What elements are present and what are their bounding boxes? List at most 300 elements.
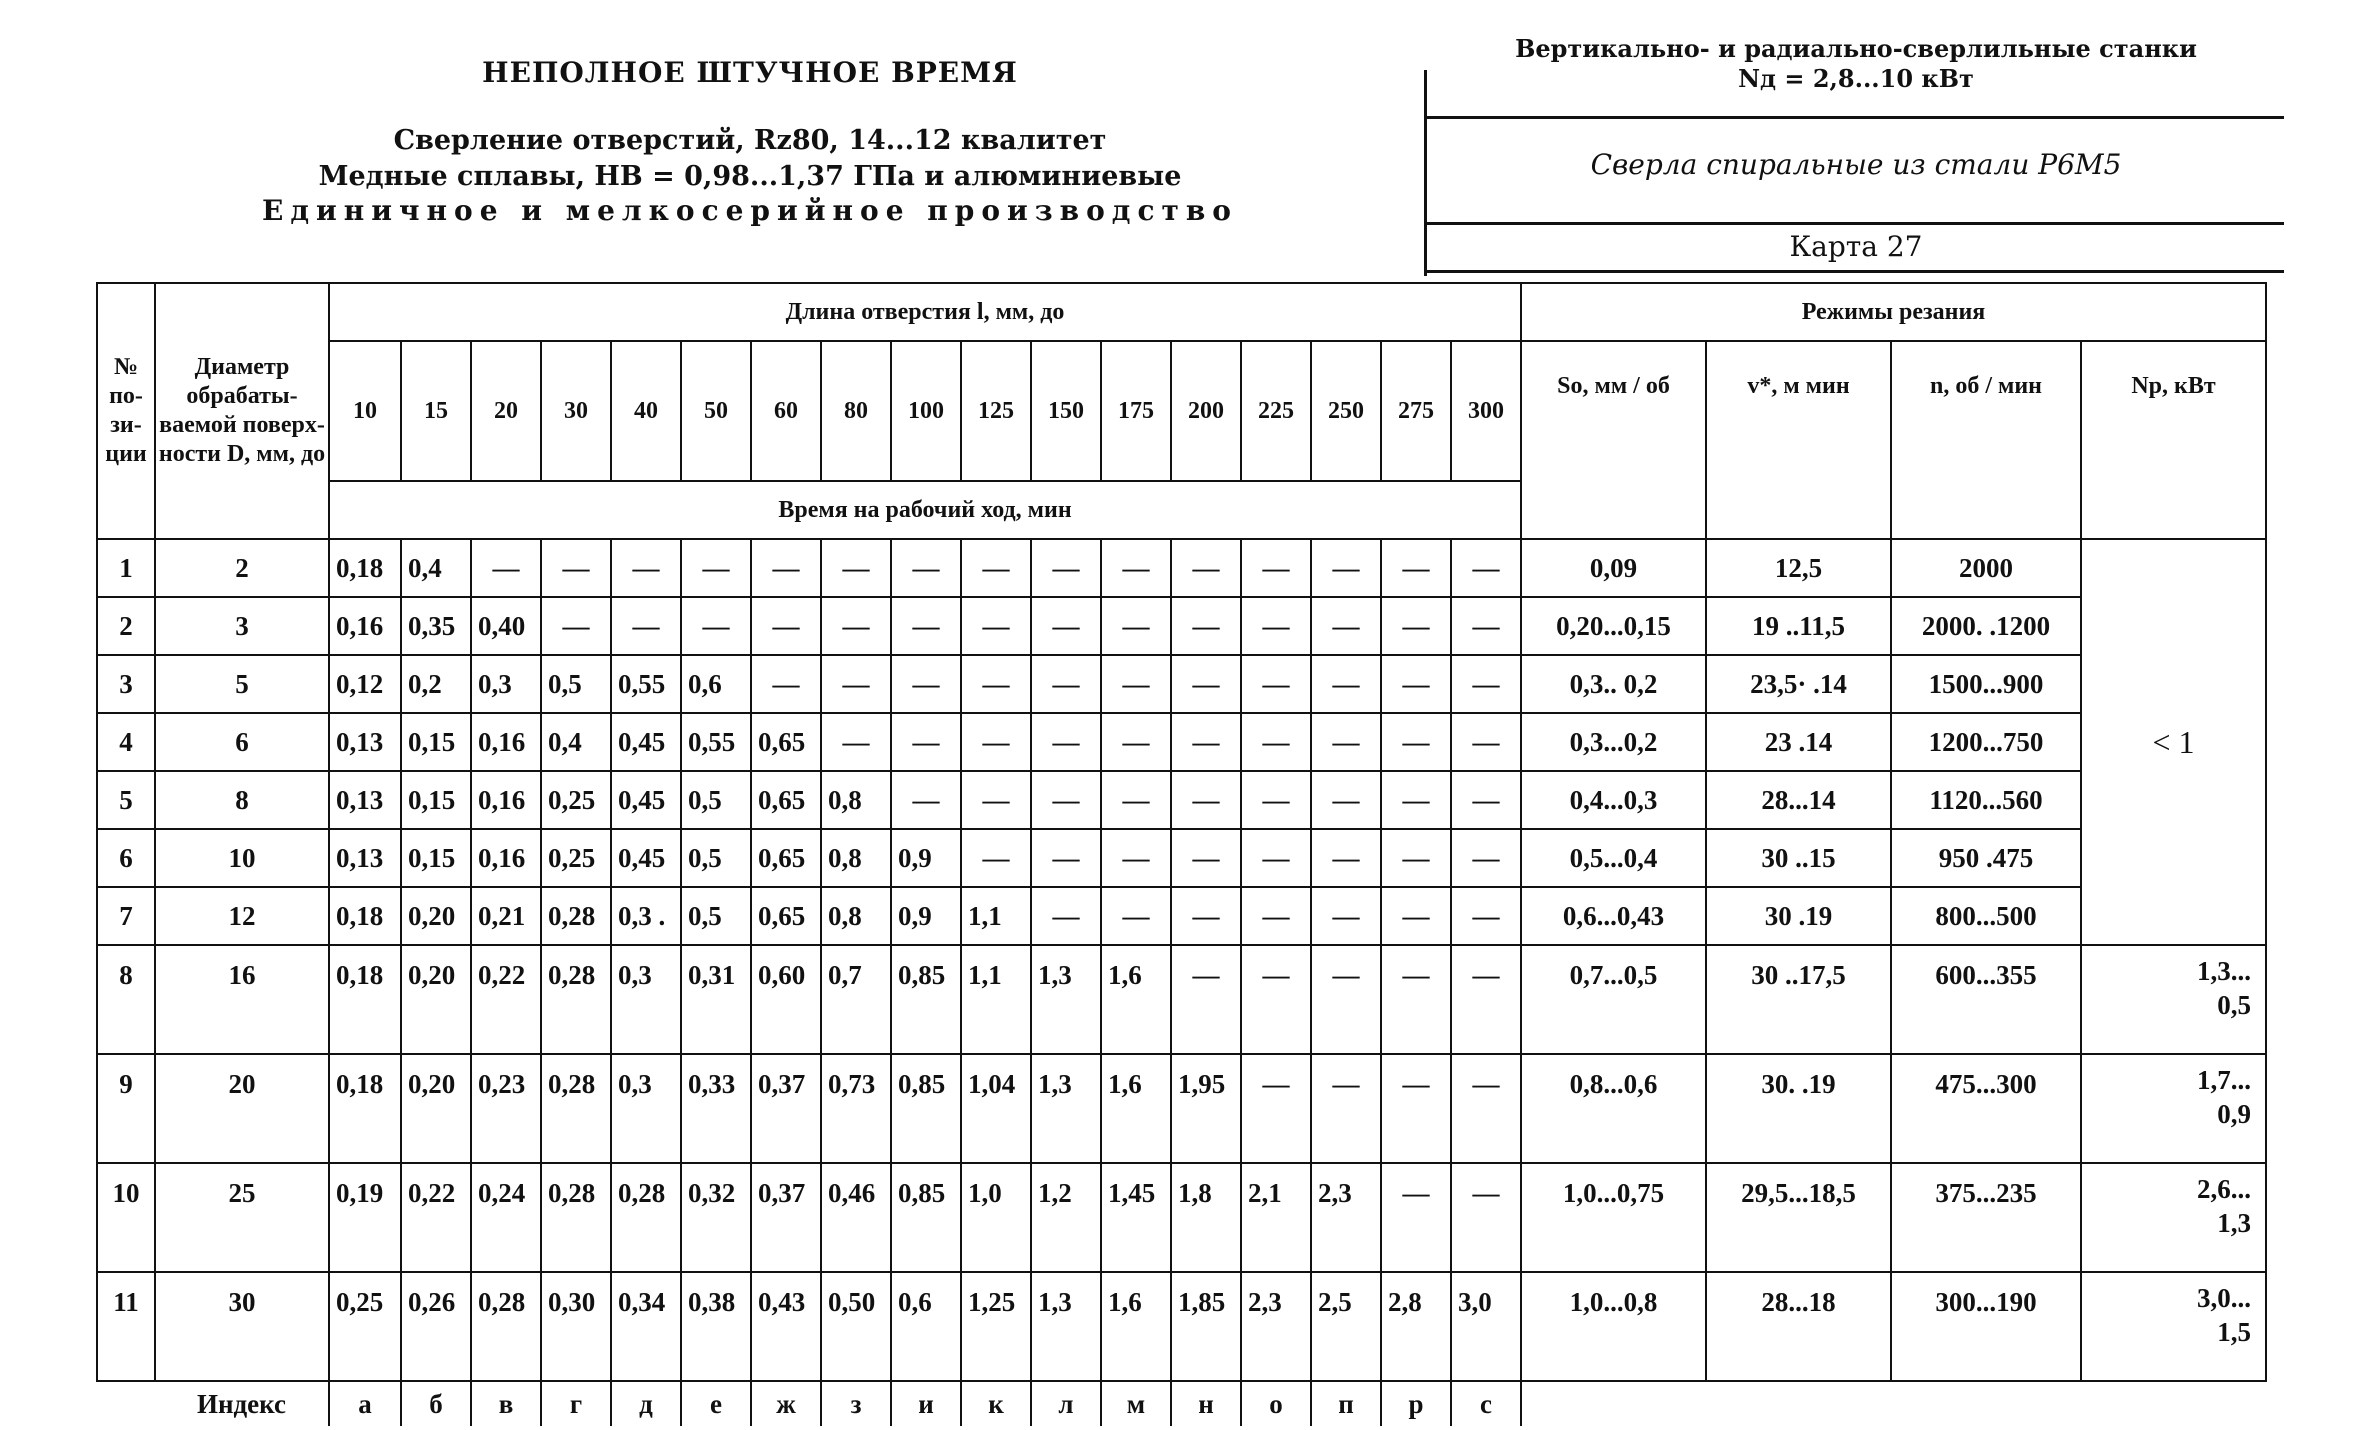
time-cell: 0,23 xyxy=(471,1054,541,1163)
time-cell: 0,28 xyxy=(471,1272,541,1381)
index-spacer xyxy=(97,1381,155,1426)
feed-cell: 0,6...0,43 xyxy=(1521,887,1706,945)
rpm-cell: 2000. .1200 xyxy=(1891,597,2081,655)
time-cell: — xyxy=(471,539,541,597)
time-cell: 0,55 xyxy=(681,713,751,771)
time-cell: 2,5 xyxy=(1311,1272,1381,1381)
subtitle-production: Единичное и мелкосерийное производство xyxy=(262,194,1238,227)
time-cell: 0,13 xyxy=(329,713,401,771)
position-cell: 9 xyxy=(97,1054,155,1163)
time-cell: — xyxy=(1171,887,1241,945)
time-cell: — xyxy=(1451,945,1521,1054)
time-cell: 0,19 xyxy=(329,1163,401,1272)
time-cell: 0,15 xyxy=(401,713,471,771)
time-cell: 0,7 xyxy=(821,945,891,1054)
time-cell: 0,18 xyxy=(329,945,401,1054)
time-cell: — xyxy=(961,539,1031,597)
time-cell: 0,24 xyxy=(471,1163,541,1272)
time-cell: 0,6 xyxy=(891,1272,961,1381)
time-cell: 0,45 xyxy=(611,713,681,771)
time-cell: — xyxy=(891,771,961,829)
length-col-header: 80 xyxy=(821,341,891,481)
time-cell: 0,18 xyxy=(329,1054,401,1163)
time-cell: — xyxy=(1101,539,1171,597)
position-cell: 3 xyxy=(97,655,155,713)
time-cell: 0,34 xyxy=(611,1272,681,1381)
time-cell: — xyxy=(891,539,961,597)
time-cell: 0,8 xyxy=(821,887,891,945)
diameter-cell: 8 xyxy=(155,771,329,829)
time-cell: 0,45 xyxy=(611,829,681,887)
index-letter: г xyxy=(541,1381,611,1426)
time-cell: — xyxy=(961,597,1031,655)
time-cell: — xyxy=(1031,887,1101,945)
time-cell: 0,25 xyxy=(329,1272,401,1381)
index-letter: и xyxy=(891,1381,961,1426)
time-cell: 0,31 xyxy=(681,945,751,1054)
diameter-cell: 25 xyxy=(155,1163,329,1272)
feed-cell: 0,09 xyxy=(1521,539,1706,597)
speed-cell: 30 ..15 xyxy=(1706,829,1891,887)
length-col-header: 40 xyxy=(611,341,681,481)
diameter-cell: 12 xyxy=(155,887,329,945)
rpm-cell: 950 .475 xyxy=(1891,829,2081,887)
time-cell: — xyxy=(1451,713,1521,771)
time-cell: 0,5 xyxy=(681,887,751,945)
time-cell: — xyxy=(821,713,891,771)
time-cell: — xyxy=(1311,713,1381,771)
rpm-cell: 1200...750 xyxy=(1891,713,2081,771)
time-cell: 0,5 xyxy=(681,771,751,829)
time-cell: — xyxy=(541,539,611,597)
time-cell: 0,9 xyxy=(891,887,961,945)
time-cell: 1,85 xyxy=(1171,1272,1241,1381)
time-cell: — xyxy=(891,713,961,771)
time-cell: — xyxy=(1031,771,1101,829)
position-cell: 8 xyxy=(97,945,155,1054)
speed-cell: 23 .14 xyxy=(1706,713,1891,771)
time-cell: 0,8 xyxy=(821,829,891,887)
feed-cell: 1,0...0,75 xyxy=(1521,1163,1706,1272)
rpm-cell: 475...300 xyxy=(1891,1054,2081,1163)
time-cell: 0,3 . xyxy=(611,887,681,945)
time-cell: — xyxy=(821,655,891,713)
time-cell: — xyxy=(1381,887,1451,945)
time-cell: 1,3 xyxy=(1031,945,1101,1054)
machine-power: Nд = 2,8...10 кВт xyxy=(1738,64,1974,93)
time-cell: — xyxy=(1101,887,1171,945)
machining-time-table xyxy=(96,282,2267,1426)
time-cell: 0,2 xyxy=(401,655,471,713)
time-cell: — xyxy=(1381,539,1451,597)
mode-np-header: Nр, кВт xyxy=(2081,341,2266,539)
length-col-header: 10 xyxy=(329,341,401,481)
time-cell: 0,37 xyxy=(751,1054,821,1163)
index-label: Индекс xyxy=(155,1381,329,1426)
time-cell: 0,46 xyxy=(821,1163,891,1272)
length-col-header: 300 xyxy=(1451,341,1521,481)
time-cell: 2,8 xyxy=(1381,1272,1451,1381)
machine-line-1: Вертикально- и радиально-сверлильные станки xyxy=(1515,34,2197,63)
time-cell: 0,28 xyxy=(611,1163,681,1272)
time-cell: 1,25 xyxy=(961,1272,1031,1381)
time-cell: — xyxy=(751,655,821,713)
index-letter: б xyxy=(401,1381,471,1426)
table-row xyxy=(97,597,2266,655)
time-cell: 0,32 xyxy=(681,1163,751,1272)
time-cell: 0,25 xyxy=(541,829,611,887)
time-cell: 0,5 xyxy=(541,655,611,713)
time-cell: — xyxy=(1241,539,1311,597)
time-cell: — xyxy=(681,597,751,655)
time-cell: 1,3 xyxy=(1031,1272,1101,1381)
time-cell: 0,85 xyxy=(891,1163,961,1272)
time-cell: 3,0 xyxy=(1451,1272,1521,1381)
table-row xyxy=(97,829,2266,887)
position-cell: 7 xyxy=(97,887,155,945)
time-cell: 0,28 xyxy=(541,1163,611,1272)
time-cell: 2,1 xyxy=(1241,1163,1311,1272)
time-cell: 0,85 xyxy=(891,945,961,1054)
time-cell: 0,18 xyxy=(329,539,401,597)
time-cell: 0,4 xyxy=(401,539,471,597)
time-cell: — xyxy=(1451,1054,1521,1163)
time-cell: 0,38 xyxy=(681,1272,751,1381)
position-cell: 11 xyxy=(97,1272,155,1381)
speed-cell: 30 ..17,5 xyxy=(1706,945,1891,1054)
time-cell: — xyxy=(1241,829,1311,887)
index-letter: а xyxy=(329,1381,401,1426)
time-cell: — xyxy=(1451,771,1521,829)
feed-cell: 0,20...0,15 xyxy=(1521,597,1706,655)
index-letter: р xyxy=(1381,1381,1451,1426)
feed-cell: 1,0...0,8 xyxy=(1521,1272,1706,1381)
time-cell: 0,21 xyxy=(471,887,541,945)
position-cell: 10 xyxy=(97,1163,155,1272)
position-cell: 1 xyxy=(97,539,155,597)
time-cell: — xyxy=(1101,655,1171,713)
feed-cell: 0,3...0,2 xyxy=(1521,713,1706,771)
diameter-cell: 6 xyxy=(155,713,329,771)
main-title: НЕПОЛНОЕ ШТУЧНОЕ ВРЕМЯ xyxy=(482,56,1018,89)
time-cell: — xyxy=(1171,771,1241,829)
time-cell: — xyxy=(1381,713,1451,771)
time-cell: 1,1 xyxy=(961,945,1031,1054)
time-cell: — xyxy=(1451,887,1521,945)
time-cell: 0,13 xyxy=(329,829,401,887)
time-cell: — xyxy=(821,597,891,655)
table-row xyxy=(97,539,2266,597)
time-cell: 0,16 xyxy=(471,771,541,829)
time-cell: — xyxy=(1311,829,1381,887)
position-cell: 2 xyxy=(97,597,155,655)
time-cell: — xyxy=(1241,887,1311,945)
index-letter: в xyxy=(471,1381,541,1426)
time-cell: 0,12 xyxy=(329,655,401,713)
time-cell: — xyxy=(961,829,1031,887)
time-cell: — xyxy=(1171,829,1241,887)
index-letter: о xyxy=(1241,1381,1311,1426)
time-cell: 1,0 xyxy=(961,1163,1031,1272)
power-cell: 1,7... 0,9 xyxy=(2081,1054,2266,1163)
time-cell: 0,33 xyxy=(681,1054,751,1163)
time-cell: — xyxy=(1241,1054,1311,1163)
time-cell: — xyxy=(1031,829,1101,887)
diameter-cell: 3 xyxy=(155,597,329,655)
time-cell: 0,16 xyxy=(471,829,541,887)
time-cell: — xyxy=(751,597,821,655)
time-cell: 0,22 xyxy=(471,945,541,1054)
time-cell: — xyxy=(1381,597,1451,655)
speed-cell: 28...18 xyxy=(1706,1272,1891,1381)
time-cell: 0,6 xyxy=(681,655,751,713)
table-row xyxy=(97,887,2266,945)
time-cell: 0,15 xyxy=(401,771,471,829)
rpm-cell: 300...190 xyxy=(1891,1272,2081,1381)
time-cell: 0,8 xyxy=(821,771,891,829)
time-cell: 1,95 xyxy=(1171,1054,1241,1163)
rpm-cell: 1500...900 xyxy=(1891,655,2081,713)
time-cell: — xyxy=(1451,539,1521,597)
speed-cell: 19 ..11,5 xyxy=(1706,597,1891,655)
subtitle-material: Медные сплавы, НВ = 0,98...1,37 ГПа и алюминиевые xyxy=(318,161,1182,192)
time-cell: — xyxy=(1241,771,1311,829)
time-cell: — xyxy=(1381,771,1451,829)
time-cell: 1,3 xyxy=(1031,1054,1101,1163)
time-cell: 0,45 xyxy=(611,771,681,829)
time-header: Время на рабочий ход, мин xyxy=(329,481,1521,539)
length-col-header: 200 xyxy=(1171,341,1241,481)
time-cell: — xyxy=(1381,829,1451,887)
time-cell: — xyxy=(1101,713,1171,771)
time-cell: — xyxy=(1311,945,1381,1054)
diameter-header: Диаметр обрабаты-ваемой поверх-ности D, мм, до xyxy=(155,283,329,539)
length-col-header: 15 xyxy=(401,341,471,481)
diameter-cell: 30 xyxy=(155,1272,329,1381)
table-row xyxy=(97,945,2266,1054)
header-rule-3 xyxy=(1426,270,2284,273)
time-cell: — xyxy=(1381,945,1451,1054)
feed-cell: 0,4...0,3 xyxy=(1521,771,1706,829)
time-cell: — xyxy=(891,655,961,713)
rpm-cell: 2000 xyxy=(1891,539,2081,597)
speed-cell: 30 .19 xyxy=(1706,887,1891,945)
length-col-header: 100 xyxy=(891,341,961,481)
speed-cell: 12,5 xyxy=(1706,539,1891,597)
speed-cell: 23,5· .14 xyxy=(1706,655,1891,713)
time-cell: — xyxy=(751,539,821,597)
time-cell: — xyxy=(1311,655,1381,713)
time-cell: 0,28 xyxy=(541,887,611,945)
rpm-cell: 600...355 xyxy=(1891,945,2081,1054)
mode-v-header: v*, м мин xyxy=(1706,341,1891,539)
table-row xyxy=(97,1163,2266,1272)
time-cell: 0,35 xyxy=(401,597,471,655)
modes-header: Режимы резания xyxy=(1521,283,2266,341)
rpm-cell: 800...500 xyxy=(1891,887,2081,945)
time-cell: 0,28 xyxy=(541,1054,611,1163)
feed-cell: 0,7...0,5 xyxy=(1521,945,1706,1054)
diameter-cell: 5 xyxy=(155,655,329,713)
time-cell: 0,16 xyxy=(329,597,401,655)
length-header: Длина отверстия l, мм, до xyxy=(329,283,1521,341)
rpm-cell: 375...235 xyxy=(1891,1163,2081,1272)
speed-cell: 30. .19 xyxy=(1706,1054,1891,1163)
feed-cell: 0,5...0,4 xyxy=(1521,829,1706,887)
mode-n-header: n, об / мин xyxy=(1891,341,2081,539)
power-cell: 1,3... 0,5 xyxy=(2081,945,2266,1054)
time-cell: 0,50 xyxy=(821,1272,891,1381)
time-cell: — xyxy=(961,713,1031,771)
speed-cell: 28...14 xyxy=(1706,771,1891,829)
time-cell: — xyxy=(1451,597,1521,655)
length-col-header: 150 xyxy=(1031,341,1101,481)
length-col-header: 30 xyxy=(541,341,611,481)
time-cell: 0,20 xyxy=(401,945,471,1054)
feed-cell: 0,8...0,6 xyxy=(1521,1054,1706,1163)
table-row xyxy=(97,1054,2266,1163)
time-cell: 0,43 xyxy=(751,1272,821,1381)
table-row xyxy=(97,1272,2266,1381)
time-cell: 0,22 xyxy=(401,1163,471,1272)
length-col-header: 50 xyxy=(681,341,751,481)
time-cell: — xyxy=(961,655,1031,713)
time-cell: 0,16 xyxy=(471,713,541,771)
card-number: Карта 27 xyxy=(1789,230,1923,263)
diameter-cell: 10 xyxy=(155,829,329,887)
time-cell: — xyxy=(1381,1163,1451,1272)
time-cell: — xyxy=(1451,655,1521,713)
index-letter: м xyxy=(1101,1381,1171,1426)
diameter-cell: 2 xyxy=(155,539,329,597)
time-cell: 1,2 xyxy=(1031,1163,1101,1272)
time-cell: 0,5 xyxy=(681,829,751,887)
time-cell: — xyxy=(1241,597,1311,655)
time-cell: 0,20 xyxy=(401,887,471,945)
length-col-header: 250 xyxy=(1311,341,1381,481)
time-cell: 0,28 xyxy=(541,945,611,1054)
time-cell: 1,6 xyxy=(1101,1272,1171,1381)
time-cell: — xyxy=(611,597,681,655)
time-cell: — xyxy=(611,539,681,597)
lengths-row xyxy=(97,341,2266,481)
time-cell: — xyxy=(1241,945,1311,1054)
index-spacer xyxy=(2081,1381,2266,1426)
subtitle-operation: Сверление отверстий, Rz80, 14...12 квалитет xyxy=(393,125,1107,156)
time-cell: — xyxy=(1311,597,1381,655)
index-spacer xyxy=(1521,1381,1706,1426)
time-cell: — xyxy=(1101,597,1171,655)
time-cell: 0,65 xyxy=(751,887,821,945)
time-cell: — xyxy=(681,539,751,597)
time-cell: 0,9 xyxy=(891,829,961,887)
index-row xyxy=(97,1381,2266,1426)
time-cell: — xyxy=(1031,713,1101,771)
time-cell: — xyxy=(891,597,961,655)
power-merged-cell: < 1 xyxy=(2081,539,2266,945)
power-cell: 2,6... 1,3 xyxy=(2081,1163,2266,1272)
time-cell: — xyxy=(1101,829,1171,887)
time-cell: 1,6 xyxy=(1101,1054,1171,1163)
position-cell: 6 xyxy=(97,829,155,887)
time-cell: 0,20 xyxy=(401,1054,471,1163)
time-cell: — xyxy=(1101,771,1171,829)
index-letter: к xyxy=(961,1381,1031,1426)
time-cell: 0,65 xyxy=(751,771,821,829)
time-cell: 0,3 xyxy=(611,945,681,1054)
position-cell: 4 xyxy=(97,713,155,771)
time-cell: 0,73 xyxy=(821,1054,891,1163)
time-cell: 2,3 xyxy=(1241,1272,1311,1381)
length-col-header: 225 xyxy=(1241,341,1311,481)
time-cell: — xyxy=(1311,1054,1381,1163)
speed-cell: 29,5...18,5 xyxy=(1706,1163,1891,1272)
index-letter: ж xyxy=(751,1381,821,1426)
time-cell: — xyxy=(1031,539,1101,597)
time-cell: — xyxy=(541,597,611,655)
length-col-header: 60 xyxy=(751,341,821,481)
time-cell: 1,1 xyxy=(961,887,1031,945)
index-spacer xyxy=(1891,1381,2081,1426)
length-col-header: 275 xyxy=(1381,341,1451,481)
machine-type xyxy=(1426,34,2286,94)
mode-so-header: Sо, мм / об xyxy=(1521,341,1706,539)
time-cell: 0,37 xyxy=(751,1163,821,1272)
time-cell: 1,04 xyxy=(961,1054,1031,1163)
time-cell: — xyxy=(1451,1163,1521,1272)
time-cell: — xyxy=(1171,713,1241,771)
time-cell: — xyxy=(1311,887,1381,945)
time-cell: — xyxy=(1451,829,1521,887)
time-cell: 0,3 xyxy=(471,655,541,713)
time-cell: 0,15 xyxy=(401,829,471,887)
rpm-cell: 1120...560 xyxy=(1891,771,2081,829)
power-cell: 3,0... 1,5 xyxy=(2081,1272,2266,1381)
table-row xyxy=(97,655,2266,713)
time-cell: — xyxy=(1241,655,1311,713)
index-letter: п xyxy=(1311,1381,1381,1426)
time-cell: — xyxy=(821,539,891,597)
time-cell: — xyxy=(1171,597,1241,655)
index-letter: л xyxy=(1031,1381,1101,1426)
diameter-cell: 16 xyxy=(155,945,329,1054)
length-col-header: 20 xyxy=(471,341,541,481)
time-cell: 0,3 xyxy=(611,1054,681,1163)
time-cell: — xyxy=(1241,713,1311,771)
time-cell: 0,13 xyxy=(329,771,401,829)
diameter-cell: 20 xyxy=(155,1054,329,1163)
index-spacer xyxy=(1706,1381,1891,1426)
time-cell: — xyxy=(1381,1054,1451,1163)
length-col-header: 175 xyxy=(1101,341,1171,481)
table-row xyxy=(97,771,2266,829)
time-cell: 0,4 xyxy=(541,713,611,771)
time-cell: 1,8 xyxy=(1171,1163,1241,1272)
index-letter: з xyxy=(821,1381,891,1426)
index-letter: н xyxy=(1171,1381,1241,1426)
time-cell: — xyxy=(1031,655,1101,713)
position-cell: 5 xyxy=(97,771,155,829)
time-cell: 0,60 xyxy=(751,945,821,1054)
time-cell: 1,6 xyxy=(1101,945,1171,1054)
time-cell: — xyxy=(1171,655,1241,713)
time-cell: — xyxy=(961,771,1031,829)
time-cell: 0,55 xyxy=(611,655,681,713)
time-cell: 0,26 xyxy=(401,1272,471,1381)
time-cell: 0,65 xyxy=(751,713,821,771)
header-rule-1 xyxy=(1426,116,2284,119)
index-letter: е xyxy=(681,1381,751,1426)
